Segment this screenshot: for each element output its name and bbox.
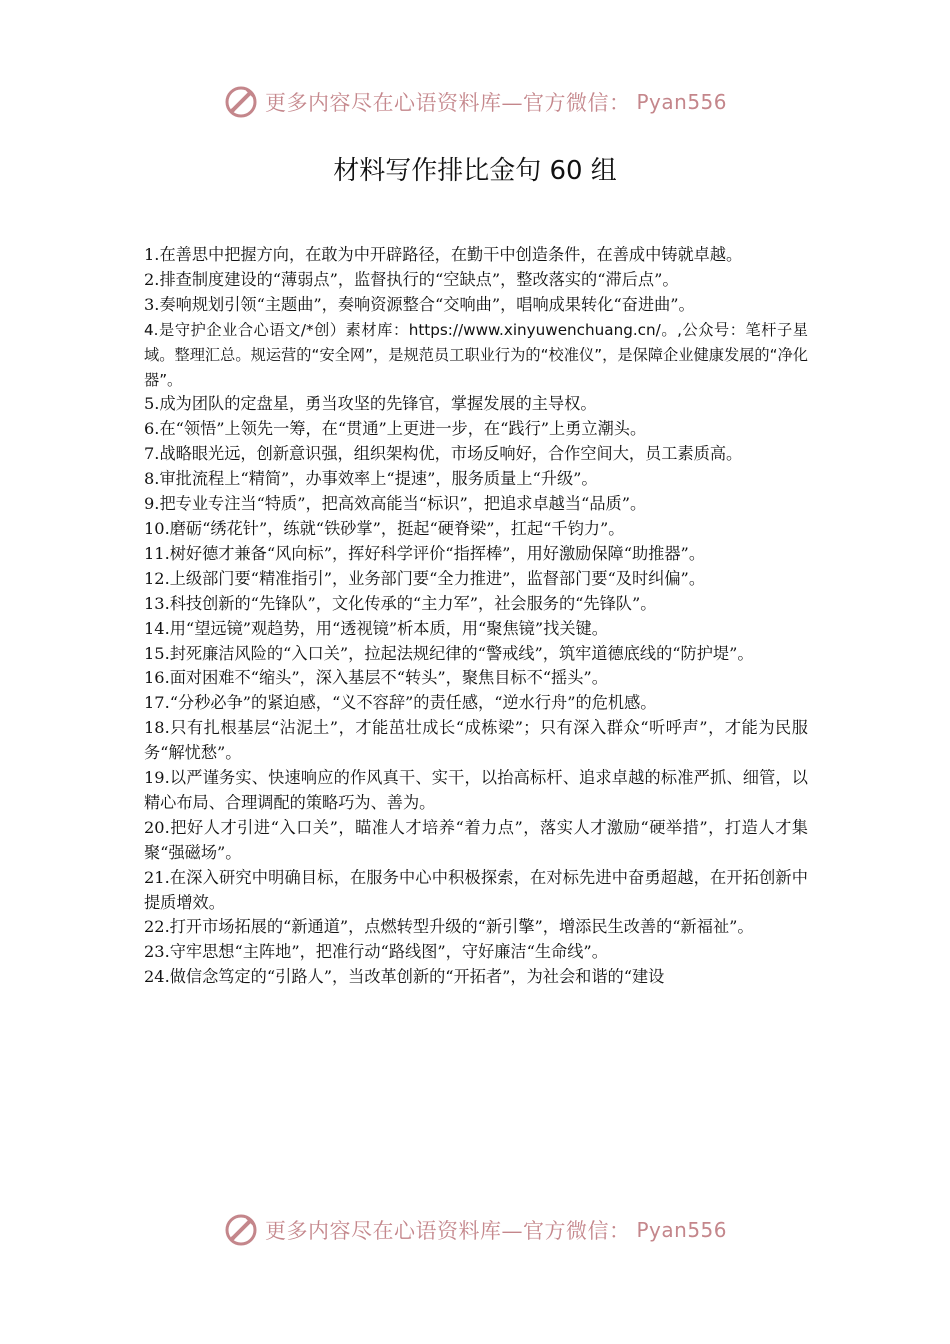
list-item: 5.成为团队的定盘星，勇当攻坚的先锋官，掌握发展的主导权。 [144, 394, 597, 414]
header-watermark-banner [0, 84, 950, 120]
document-title: 材料写作排比金句 60 组 [333, 156, 617, 186]
list-item: 23.守牢思想“主阵地”，把准行动“路线图”，守好廉洁“生命线”。 [144, 942, 608, 962]
list-item: 3.奏响规划引领“主题曲”，奏响资源整合“交响曲”，唱响成果转化“奋进曲”。 [144, 294, 695, 314]
list-item: 24.做信念笃定的“引路人”，当改革创新的“开拓者”，为社会和谐的“建设 [144, 967, 665, 987]
banner-text: 更多内容尽在心语资料库—官方微信： [264, 91, 631, 115]
list-item: 15.封死廉洁风险的“入口关”，拉起法规纪律的“警戒线”，筑牢道德底线的“防护堤”。 [144, 643, 754, 663]
banner-handle: Pyan556 [636, 90, 727, 114]
list-item: 6.在“领悟”上领先一筹，在“贯通”上更进一步，在“践行”上勇立潮头。 [144, 419, 647, 439]
list-item: 9.把专业专注当“特质”，把高效高能当“标识”，把追求卓越当“品质”。 [144, 494, 647, 514]
list-item: 18.只有扎根基层“沾泥土”，才能茁壮成长“成栋梁”；只有深入群众“听呼声”，才能为民服务“解忧愁”。 [144, 718, 808, 763]
list-item: 2.排查制度建设的“薄弱点”，监督执行的“空缺点”，整改落实的“滞后点”。 [144, 269, 679, 289]
list-item: 13.科技创新的“先锋队”，文化传承的“主力军”，社会服务的“先锋队”。 [144, 593, 657, 613]
banner-handle: Pyan556 [636, 1218, 727, 1242]
list-item: 16.面对困难不“缩头”，深入基层不“转头”，聚焦目标不“摇头”。 [144, 668, 608, 688]
footer-watermark-banner [0, 1212, 950, 1248]
list-item: 1.在善思中把握方向，在敢为中开辟路径，在勤干中创造条件，在善成中铸就卓越。 [144, 245, 743, 264]
list-item: 21.在深入研究中明确目标，在服务中心中积极探索，在对标先进中奋勇超越，在开拓创新中提质增效。 [144, 867, 808, 912]
document-body [144, 243, 808, 990]
list-item: 7.战略眼光远，创新意识强，组织架构优，市场反响好，合作空间大，员工素质高。 [144, 444, 743, 464]
list-item: 19.以严谨务实、快速响应的作风真干、实干，以抬高标杆、追求卓越的标准严抓、细管，以精心布局、合理调配的策略巧为、善为。 [144, 768, 808, 812]
banner-text: 更多内容尽在心语资料库—官方微信： [264, 1219, 631, 1243]
list-item: 12.上级部门要“精准指引”，业务部门要“全力推进”，监督部门要“及时纠偏”。 [144, 568, 706, 588]
pen-circle-logo-icon [223, 84, 259, 120]
list-item: 10.磨砺“绣花针”，练就“铁砂掌”，挺起“硬脊梁”，扛起“千钧力”。 [144, 518, 625, 538]
pen-circle-logo-icon [223, 1212, 259, 1248]
list-item: 11.树好德才兼备“风向标”，挥好科学评价“指挥棒”，用好激励保障“助推器”。 [144, 543, 706, 563]
list-item: 17.“分秒必争”的紧迫感，“义不容辞”的责任感，“逆水行舟”的危机感。 [144, 693, 657, 713]
list-item: 4.是守护企业合心语文/*创）素材库：https://www.xinyuwenchuang.cn/。,公众号：笔杆子星域。整理汇总。规运营的“安全网”，是规范员工职业行为的“校准仪”，是保障企业健康发展的“净化器”。 [144, 320, 808, 389]
list-item: 22.打开市场拓展的“新通道”，点燃转型升级的“新引擎”，增添民生改善的“新福祉”。 [144, 917, 754, 937]
list-item: 20.把好人才引进“入口关”，瞄准人才培养“着力点”，落实人才激励“硬举措”，打造人才集聚“强磁场”。 [144, 817, 808, 862]
list-item: 8.审批流程上“精简”，办事效率上“提速”，服务质量上“升级”。 [144, 469, 598, 489]
list-item: 14.用“望远镜”观趋势，用“透视镜”析本质，用“聚焦镜”找关键。 [144, 618, 608, 638]
